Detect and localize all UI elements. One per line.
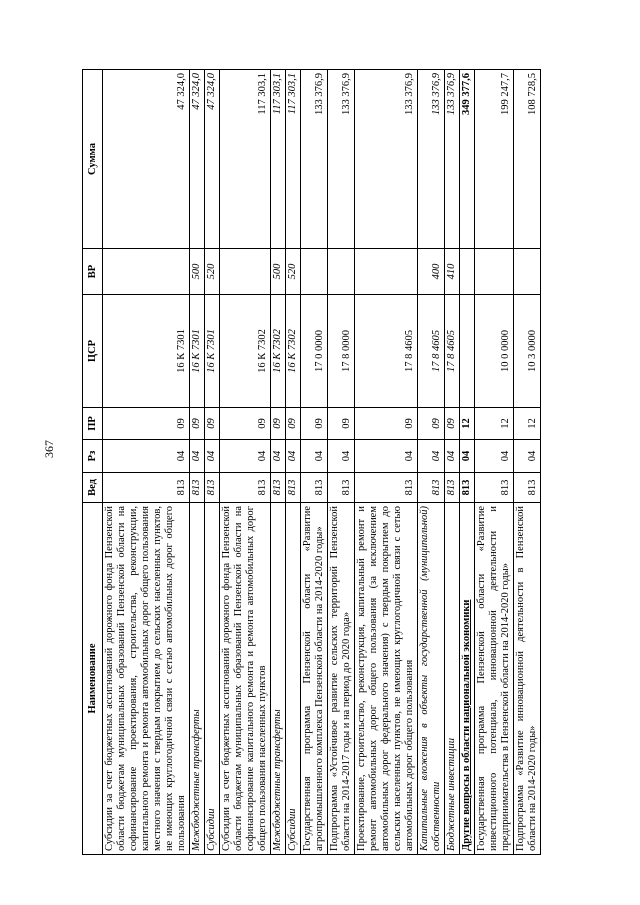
cell-sum: 199 247,7 bbox=[475, 70, 514, 249]
table-row bbox=[103, 70, 190, 855]
cell-ved: 813 bbox=[220, 473, 271, 503]
cell-pr: 09 bbox=[355, 408, 418, 440]
cell-vr: 400 bbox=[418, 249, 445, 295]
cell-sum: 133 376,9 bbox=[355, 70, 418, 249]
cell-name: Субсидии за счет бюджетных ассигнований дорожного фонда Пензенской области бюджетам муниципальных образований Пензенской области на софинансирование капитального ремонта и ремонта автомобильных дорог общего пользования населенных пунктов bbox=[220, 503, 271, 855]
cell-vr: 500 bbox=[271, 249, 286, 295]
cell-ved: 813 bbox=[286, 473, 301, 503]
cell-vr: 410 bbox=[445, 249, 460, 295]
cell-rz: 04 bbox=[418, 440, 445, 473]
table-body bbox=[103, 70, 541, 855]
table-row bbox=[205, 70, 220, 855]
cell-csr: 10 0 0000 bbox=[475, 295, 514, 408]
header-pr: ПР bbox=[83, 408, 103, 440]
cell-vr: 500 bbox=[190, 249, 205, 295]
cell-rz: 04 bbox=[205, 440, 220, 473]
cell-sum: 133 376,9 bbox=[445, 70, 460, 249]
cell-csr: 16 К 7301 bbox=[103, 295, 190, 408]
cell-ved: 813 bbox=[301, 473, 328, 503]
cell-csr: 16 К 7301 bbox=[205, 295, 220, 408]
cell-csr: 10 3 0000 bbox=[514, 295, 541, 408]
header-ved: Вед bbox=[83, 473, 103, 503]
cell-pr: 09 bbox=[418, 408, 445, 440]
cell-rz: 04 bbox=[475, 440, 514, 473]
cell-name: Субсидии bbox=[205, 503, 220, 855]
cell-csr: 17 8 4605 bbox=[418, 295, 445, 408]
cell-pr: 09 bbox=[271, 408, 286, 440]
table-row bbox=[355, 70, 418, 855]
cell-pr: 09 bbox=[190, 408, 205, 440]
cell-name: Субсидии за счет бюджетных ассигнований дорожного фонда Пензенской области бюджетам муниципальных образований Пензенской области на софинансирование проектирования, строительства, реконструкции, капитального ремонта и ремонта автомобильных дорог общего пользования местного значения с твердым покрытием до сельских населенных пунктов, не имеющих круглогодичной связи с сетью автомобильных дорог общего пользования bbox=[103, 503, 190, 855]
table-row bbox=[418, 70, 445, 855]
cell-sum: 47 324,0 bbox=[103, 70, 190, 249]
cell-rz: 04 bbox=[460, 440, 475, 473]
cell-sum: 133 376,9 bbox=[418, 70, 445, 249]
cell-name: Субсидии bbox=[286, 503, 301, 855]
cell-csr: 16 К 7302 bbox=[271, 295, 286, 408]
cell-name: Государственная программа Пензенской области «Развитие инвестиционного потенциала, инновационной деятельности и предпринимательства в Пензенской области на 2014-2020 годы» bbox=[475, 503, 514, 855]
table-row bbox=[514, 70, 541, 855]
cell-name: Подпрограмма «Устойчивое развитие сельских территорий Пензенской области на 2014-2017 годы и на период до 2020 года» bbox=[328, 503, 355, 855]
table-row bbox=[460, 70, 475, 855]
cell-ved: 813 bbox=[514, 473, 541, 503]
cell-pr: 12 bbox=[514, 408, 541, 440]
cell-csr: 16 К 7302 bbox=[220, 295, 271, 408]
cell-ved: 813 bbox=[418, 473, 445, 503]
header-rz: Рз bbox=[83, 440, 103, 473]
cell-vr bbox=[220, 249, 271, 295]
cell-ved: 813 bbox=[355, 473, 418, 503]
cell-pr: 12 bbox=[460, 408, 475, 440]
cell-csr: 17 8 0000 bbox=[328, 295, 355, 408]
cell-ved: 813 bbox=[475, 473, 514, 503]
rotated-page-content bbox=[82, 70, 597, 855]
cell-name: Межбюджетные трансферты bbox=[190, 503, 205, 855]
table-row bbox=[445, 70, 460, 855]
table-row bbox=[220, 70, 271, 855]
header-sum: Сумма bbox=[83, 70, 103, 249]
cell-ved: 813 bbox=[103, 473, 190, 503]
cell-sum: 349 377,6 bbox=[460, 70, 475, 249]
cell-pr: 09 bbox=[205, 408, 220, 440]
cell-rz: 04 bbox=[220, 440, 271, 473]
cell-ved: 813 bbox=[328, 473, 355, 503]
cell-rz: 04 bbox=[328, 440, 355, 473]
cell-pr: 09 bbox=[328, 408, 355, 440]
cell-csr: 16 К 7301 bbox=[190, 295, 205, 408]
cell-rz: 04 bbox=[190, 440, 205, 473]
cell-csr: 17 8 4605 bbox=[355, 295, 418, 408]
cell-rz: 04 bbox=[271, 440, 286, 473]
cell-ved: 813 bbox=[460, 473, 475, 503]
table-row bbox=[475, 70, 514, 855]
header-vr: ВР bbox=[83, 249, 103, 295]
cell-sum: 117 303,1 bbox=[271, 70, 286, 249]
cell-vr bbox=[328, 249, 355, 295]
cell-ved: 813 bbox=[190, 473, 205, 503]
cell-name: Государственная программа Пензенской области «Развитие агропромышленного комплекса Пензенской области на 2014-2020 годы» bbox=[301, 503, 328, 855]
cell-pr: 12 bbox=[475, 408, 514, 440]
cell-vr bbox=[103, 249, 190, 295]
table-header-row bbox=[83, 70, 103, 855]
table-row bbox=[301, 70, 328, 855]
cell-name: Другие вопросы в области национальной экономики bbox=[460, 503, 475, 855]
table-row bbox=[286, 70, 301, 855]
cell-sum: 117 303,1 bbox=[286, 70, 301, 249]
cell-name: Капитальные вложения в объекты государственной (муниципальной) собственности bbox=[418, 503, 445, 855]
cell-vr bbox=[514, 249, 541, 295]
cell-name: Проектирование, строительство, реконструкция, капитальный ремонт и ремонт автомобильных дорог общего пользования (за исключением автомобильных дорог федерального значения) с твердым покрытием до сельских населенных пунктов, не имеющих круглогодичной связи с сетью автомобильных дорог общего пользования bbox=[355, 503, 418, 855]
cell-rz: 04 bbox=[286, 440, 301, 473]
table-row bbox=[190, 70, 205, 855]
cell-rz: 04 bbox=[445, 440, 460, 473]
cell-sum: 133 376,9 bbox=[301, 70, 328, 249]
table-row bbox=[271, 70, 286, 855]
cell-pr: 09 bbox=[445, 408, 460, 440]
cell-sum: 108 728,5 bbox=[514, 70, 541, 249]
cell-vr bbox=[475, 249, 514, 295]
cell-sum: 133 376,9 bbox=[328, 70, 355, 249]
cell-pr: 09 bbox=[286, 408, 301, 440]
table-row bbox=[328, 70, 355, 855]
cell-name: Бюджетные инвестиции bbox=[445, 503, 460, 855]
budget-table bbox=[82, 69, 541, 855]
cell-rz: 04 bbox=[301, 440, 328, 473]
cell-rz: 04 bbox=[514, 440, 541, 473]
cell-sum: 47 324,0 bbox=[190, 70, 205, 249]
cell-name: Межбюджетные трансферты bbox=[271, 503, 286, 855]
cell-rz: 04 bbox=[103, 440, 190, 473]
cell-ved: 813 bbox=[445, 473, 460, 503]
cell-sum: 47 324,0 bbox=[205, 70, 220, 249]
cell-csr: 17 0 0000 bbox=[301, 295, 328, 408]
cell-vr: 520 bbox=[286, 249, 301, 295]
page-number: 367 bbox=[42, 440, 56, 458]
cell-vr bbox=[301, 249, 328, 295]
cell-pr: 09 bbox=[301, 408, 328, 440]
header-name: Наименование bbox=[83, 503, 103, 855]
cell-ved: 813 bbox=[271, 473, 286, 503]
cell-rz: 04 bbox=[355, 440, 418, 473]
cell-csr: 16 К 7302 bbox=[286, 295, 301, 408]
cell-vr: 520 bbox=[205, 249, 220, 295]
cell-csr bbox=[460, 295, 475, 408]
cell-pr: 09 bbox=[220, 408, 271, 440]
cell-pr: 09 bbox=[103, 408, 190, 440]
header-csr: ЦСР bbox=[83, 295, 103, 408]
cell-name: Подпрограмма «Развитие инновационной деятельности в Пензенской области на 2014-2020 годы» bbox=[514, 503, 541, 855]
cell-csr: 17 8 4605 bbox=[445, 295, 460, 408]
cell-vr bbox=[355, 249, 418, 295]
cell-sum: 117 303,1 bbox=[220, 70, 271, 249]
cell-vr bbox=[460, 249, 475, 295]
cell-ved: 813 bbox=[205, 473, 220, 503]
